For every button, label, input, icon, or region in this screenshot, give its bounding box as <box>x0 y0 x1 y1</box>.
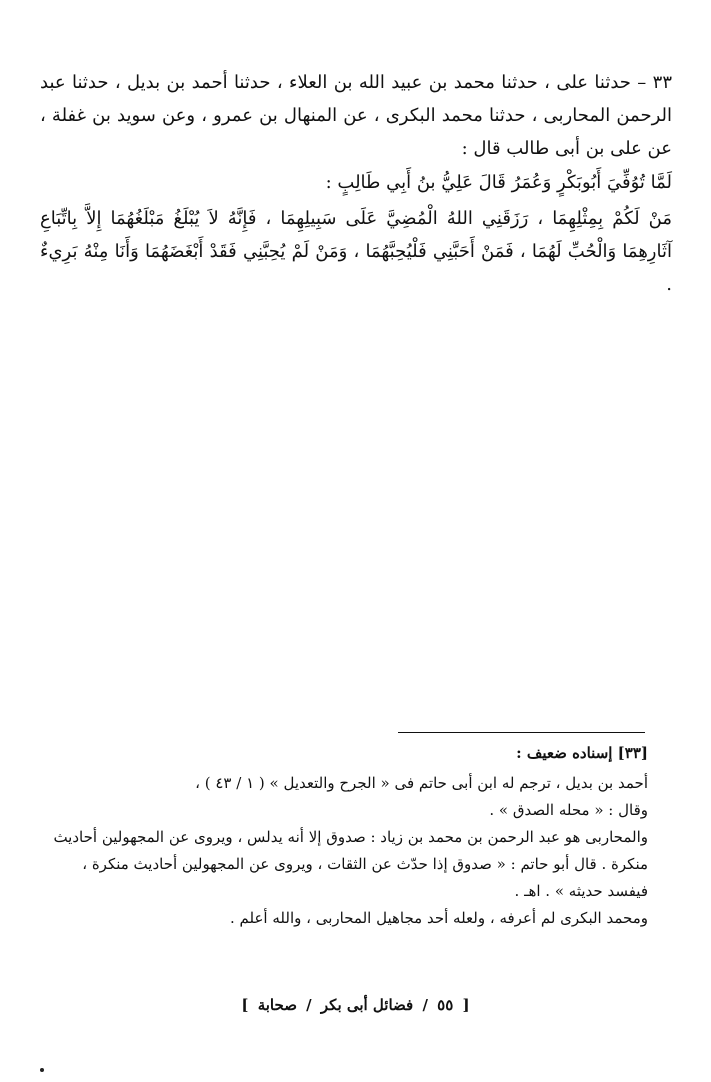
main-text-block <box>40 66 672 301</box>
footer-close-bracket: ] <box>241 996 249 1014</box>
footer-open-bracket: [ <box>462 996 470 1014</box>
footer-separator: / <box>306 996 312 1014</box>
footer-separator: / <box>422 996 428 1014</box>
page-footer <box>0 996 711 1014</box>
footnote-divider <box>398 732 645 733</box>
quote-body: مَنْ لَكُمْ بِمِثْلِهِمَا ، رَزَقَنِي اللهُ الْمُضِيَّ عَلَى سَبِيلِهِمَا ، فَإِنَّهُ لاَ يُبْلَغُ مَبْلَغُهُمَا إِلاَّ بِاتِّبَاعِ آثَارِهِمَا وَالْحُبِّ لَهُمَا ، فَمَنْ أَحَبَّنِي فَلْيُحِبَّهُمَا ، وَمَنْ لَمْ يُحِبَّنِي فَقَدْ أَبْغَضَهُمَا وَأَنَا مِنْهُ بَرِيءٌ . <box>40 208 673 295</box>
footnote-line: وقال : « محله الصدق » . <box>489 801 648 819</box>
scan-dot <box>40 1068 44 1072</box>
footnote-line: أحمد بن بديل ، ترجم له ابن أبى حاتم فى « الجرح والتعديل » ( ١ / ٤٣ ) ، <box>195 774 648 792</box>
footnote-line: ومحمد البكرى لم أعرفه ، ولعله أحد مجاهيل المحاربى ، والله أعلم . <box>230 909 648 927</box>
hadith-chain: ٣٣ – حدثنا على ، حدثنا محمد بن عبيد الله بن العلاء ، حدثنا أحمد بن بديل ، حدثنا عبد الرحمن المحاربى ، حدثنا محمد البكرى ، عن المنهال بن عمرو ، وعن سويد بن غفلة ، عن على بن أبى طالب قال : <box>40 72 672 159</box>
footnote-heading: [٣٣] إسناده ضعيف : <box>516 744 648 762</box>
footnote-block <box>40 740 648 932</box>
section-name: صحابة <box>257 996 297 1014</box>
footnote-line: والمحاربى هو عبد الرحمن بن محمد بن زياد : صدوق إلا أنه يدلس ، ويروى عن المجهولين أحاديث منكرة . قال أبو حاتم : « صدوق إذا حدّث عن الثقات ، ويروى عن المجهولين أحاديث منكرة ، فيفسد حديثه » . اهـ . <box>53 828 648 900</box>
quote-intro: لَمَّا تُوُفِّيَ أَبُوبَكْرٍ وَعُمَرُ قَالَ عَلِيُّ بنُ أَبِي طَالِبٍ : <box>325 172 672 193</box>
book-title: فضائل أبى بكر <box>320 996 414 1014</box>
page-number: ٥٥ <box>437 996 454 1014</box>
